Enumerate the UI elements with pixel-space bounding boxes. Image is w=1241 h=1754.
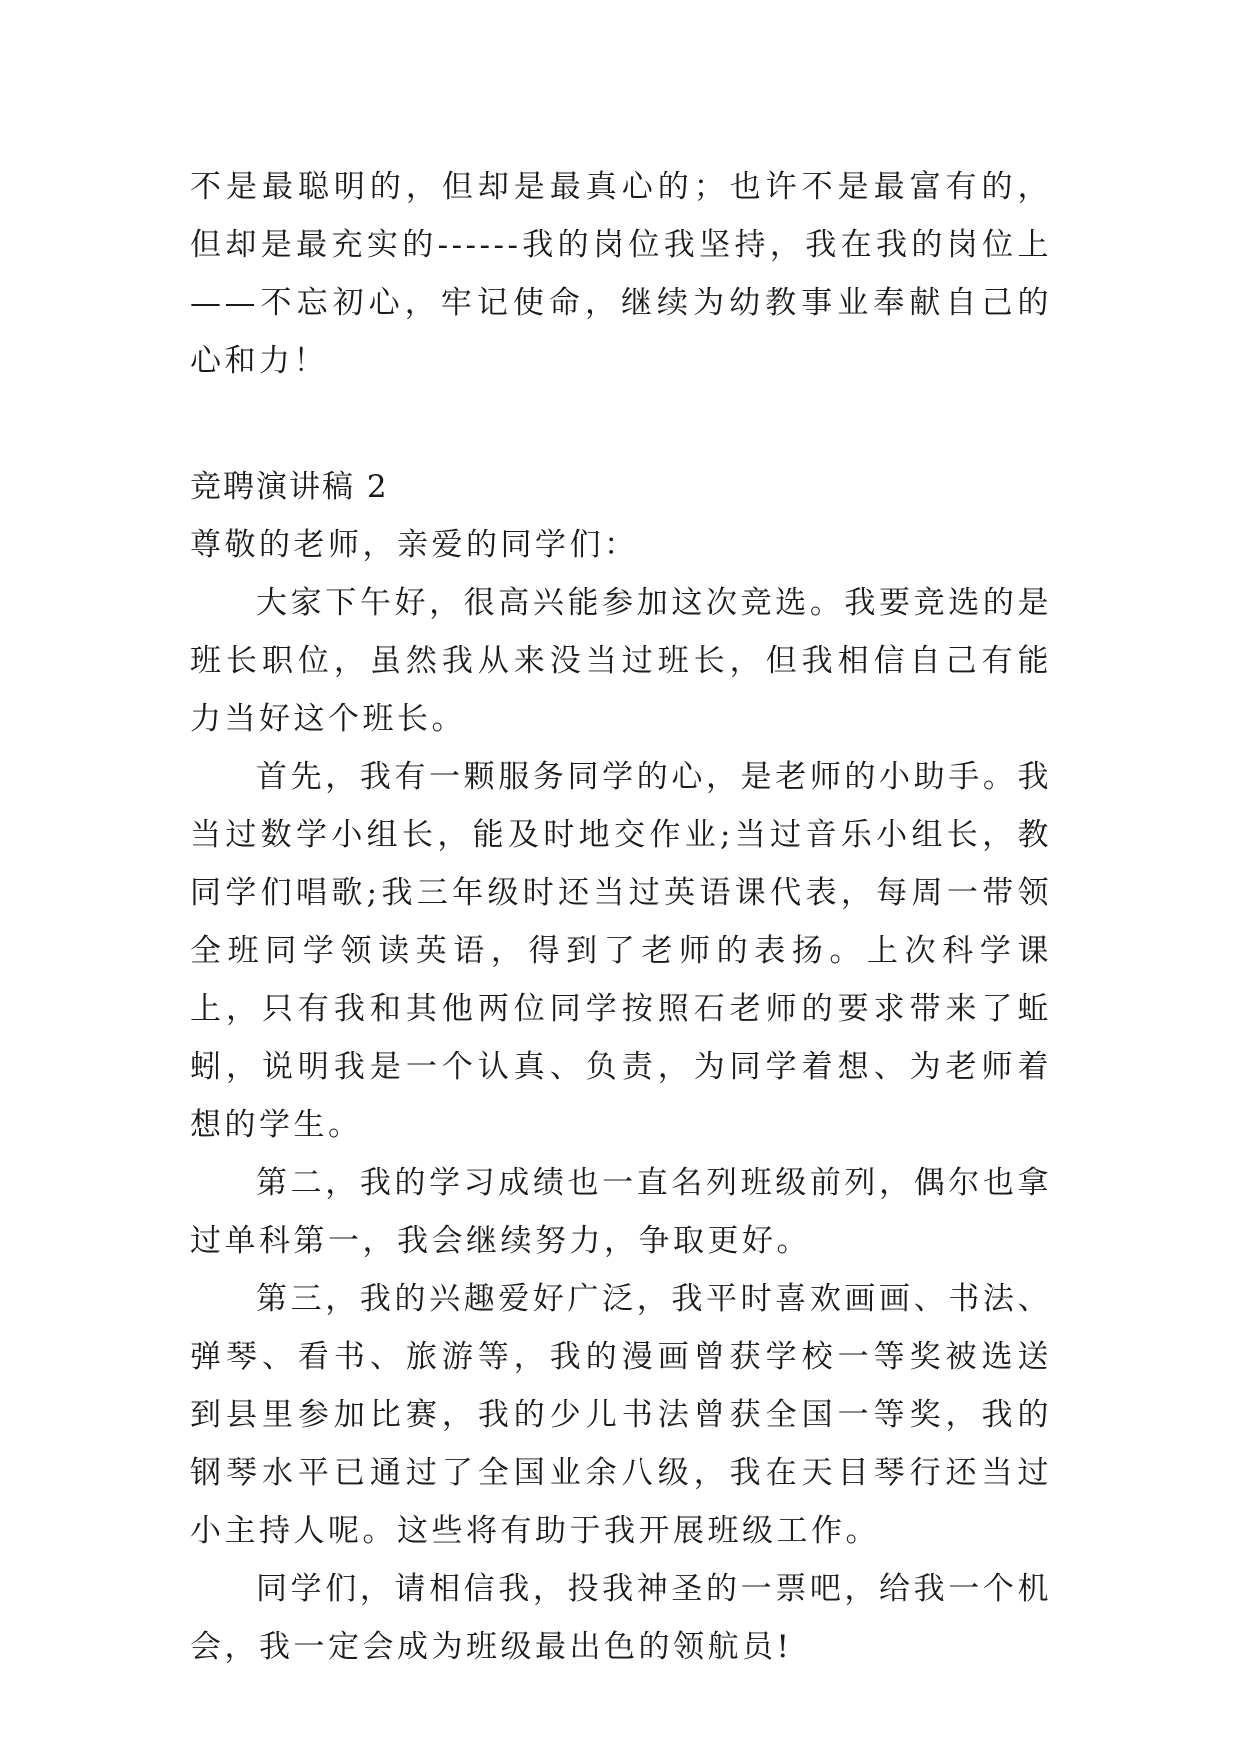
body-paragraph-5: 同学们，请相信我，投我神圣的一票吧，给我一个机会，我一定会成为班级最出色的领航员!: [190, 1571, 1052, 1665]
opening-paragraph: 不是最聪明的，但却是最真心的；也许不是最富有的，但却是最充实的------我的岗位我坚持，我在我的岗位上——不忘初心，牢记使命，继续为幼教事业奉献自己的心和力！: [190, 169, 1052, 379]
body-paragraph-1: 大家下午好，很高兴能参加这次竞选。我要竞选的是班长职位，虽然我从来没当过班长，但我相信自己有能力当好这个班长。: [190, 585, 1052, 737]
section-title: 竞聘演讲稿 2: [190, 469, 389, 505]
paragraph-gap: [190, 390, 1052, 458]
body-paragraph-4: 第三，我的兴趣爱好广泛，我平时喜欢画画、书法、弹琴、看书、旅游等，我的漫画曾获学校一等奖被选送到县里参加比赛，我的少儿书法曾获全国一等奖，我的钢琴水平已通过了全国业余八级，我在天目琴行还当过小主持人呢。这些将有助于我开展班级工作。: [190, 1281, 1052, 1549]
body-paragraph-2: 首先，我有一颗服务同学的心，是老师的小助手。我当过数学小组长，能及时地交作业;当过音乐小组长，教同学们唱歌;我三年级时还当过英语课代表，每周一带领全班同学领读英语，得到了老师的表扬。上次科学课上，只有我和其他两位同学按照石老师的要求带来了蚯蚓，说明我是一个认真、负责，为同学着想、为老师着想的学生。: [190, 759, 1052, 1143]
salutation: 尊敬的老师，亲爱的同学们：: [190, 527, 639, 563]
body-paragraph-3: 第二，我的学习成绩也一直名列班级前列，偶尔也拿过单科第一，我会继续努力，争取更好。: [190, 1165, 1052, 1259]
document-body: [190, 158, 1052, 1676]
